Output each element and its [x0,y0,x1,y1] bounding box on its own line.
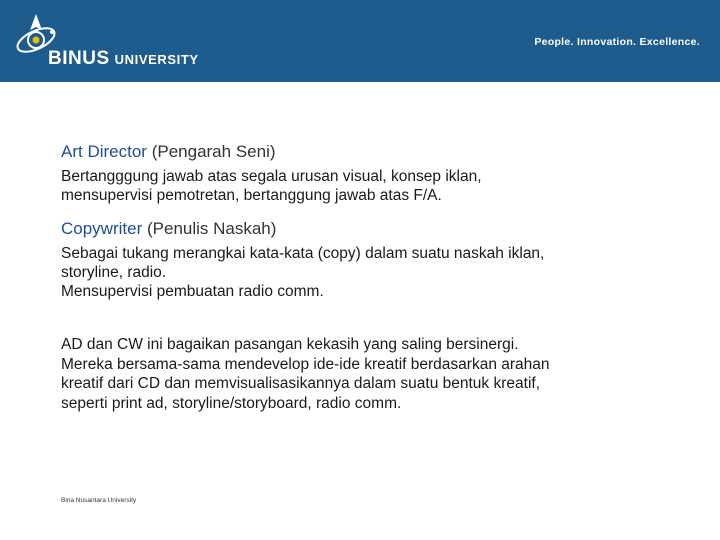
role-translation: (Penulis Naskah) [146,219,277,238]
body-line: Mensupervisi pembuatan radio comm. [61,283,324,300]
closing-line: AD dan CW ini bagaikan pasangan kekasih yang saling bersinergi. [61,336,519,353]
body-line: storyline, radio. [61,264,167,281]
closing-line: seperti print ad, storyline/storyboard, radio comm. [61,394,402,412]
closing-line: Mereka bersama-sama mendevelop ide-ide kreatif berdasarkan arahan [61,355,550,373]
role-translation: (Pengarah Seni) [151,142,276,161]
tagline: People. Innovation. Excellence. [534,36,700,48]
section-title [61,141,681,163]
logo-subtext: UNIVERSITY [114,52,199,67]
logo-wordmark [48,48,199,70]
section-body [61,244,681,301]
footer-text: Bina Nusantara University [61,497,137,504]
body-line: Sebagai tukang merangkai kata-kata (copy) dalam suatu naskah iklan, [61,245,545,262]
closing-paragraph [61,335,681,413]
body-line: Bertangggung jawab atas segala urusan visual, konsep iklan, [61,168,482,185]
section-body [61,167,681,205]
section-copywriter [61,218,681,301]
role-name: Art Director [61,142,147,161]
slide-content [61,141,681,413]
body-line: mensupervisi pemotretan, bertanggung jawab atas F/A. [61,187,442,204]
closing-line: kreatif dari CD dan memvisualisasikannya dalam suatu bentuk kreatif, [61,375,541,392]
role-name: Copywriter [61,219,143,238]
section-art-director [61,141,681,205]
section-title [61,218,681,240]
header-bar [0,0,720,82]
logo-text: BINUS [48,48,110,69]
